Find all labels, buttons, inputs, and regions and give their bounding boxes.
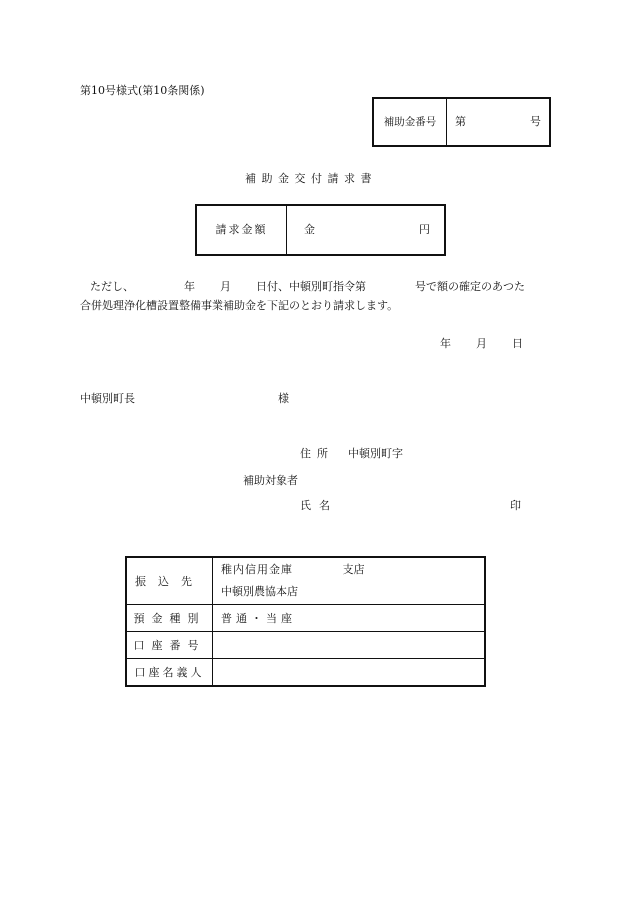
address-label: 住所 [300, 447, 334, 460]
body-year: 年 [184, 280, 195, 293]
body-tadashi: ただし、 [90, 280, 134, 293]
deposit-type-label: 預金種別 [126, 605, 213, 632]
body-dated: 日付、中頓別町指令第 [256, 280, 366, 293]
table-row [126, 659, 485, 687]
signature-month: 月 [476, 337, 487, 350]
form-number: 第10号様式(第10条関係) [80, 84, 205, 97]
address-value: 中頓別町字 [348, 447, 403, 460]
bank-name-1: 稚内信用金庫 [221, 563, 293, 576]
table-row [126, 605, 485, 632]
table-row [126, 632, 485, 659]
claim-amount-label: 請求金額 [197, 206, 287, 254]
account-name-label: 口座名義人 [126, 659, 213, 687]
account-name-value [213, 659, 486, 687]
seal-mark: 印 [510, 499, 521, 512]
body-number-cont: 号で額の確定のあつた [415, 280, 525, 293]
claim-amount-suffix: 円 [419, 223, 430, 236]
recipient-label: 補助対象者 [243, 474, 298, 487]
bank-branch-1: 支店 [342, 563, 365, 576]
transfer-label: 振込先 [126, 557, 213, 605]
claim-amount-prefix: 金 [304, 223, 315, 236]
grant-number-label: 補助金番号 [374, 99, 447, 145]
document-title: 補助金交付請求書 [245, 172, 377, 185]
deposit-type-value: 普通・当座 [213, 605, 486, 632]
bank-name-2: 中頓別農協本店 [221, 585, 298, 598]
addressee-honorific: 様 [278, 392, 289, 405]
grant-number-suffix: 号 [530, 115, 541, 128]
signature-day: 日 [512, 337, 523, 350]
transfer-value [213, 557, 486, 605]
signature-year: 年 [440, 337, 451, 350]
account-number-value [213, 632, 486, 659]
name-label: 氏名 [300, 499, 338, 512]
addressee-name: 中頓別町長 [80, 392, 135, 405]
grant-number-prefix: 第 [455, 115, 466, 128]
account-number-label: 口座番号 [126, 632, 213, 659]
claim-amount-box [195, 204, 446, 256]
table-row [126, 557, 485, 605]
bank-account-table [125, 556, 486, 687]
body-month: 月 [220, 280, 231, 293]
grant-number-box [372, 97, 551, 147]
body-line-2: 合併処理浄化槽設置整備事業補助金を下記のとおり請求します。 [80, 299, 399, 312]
